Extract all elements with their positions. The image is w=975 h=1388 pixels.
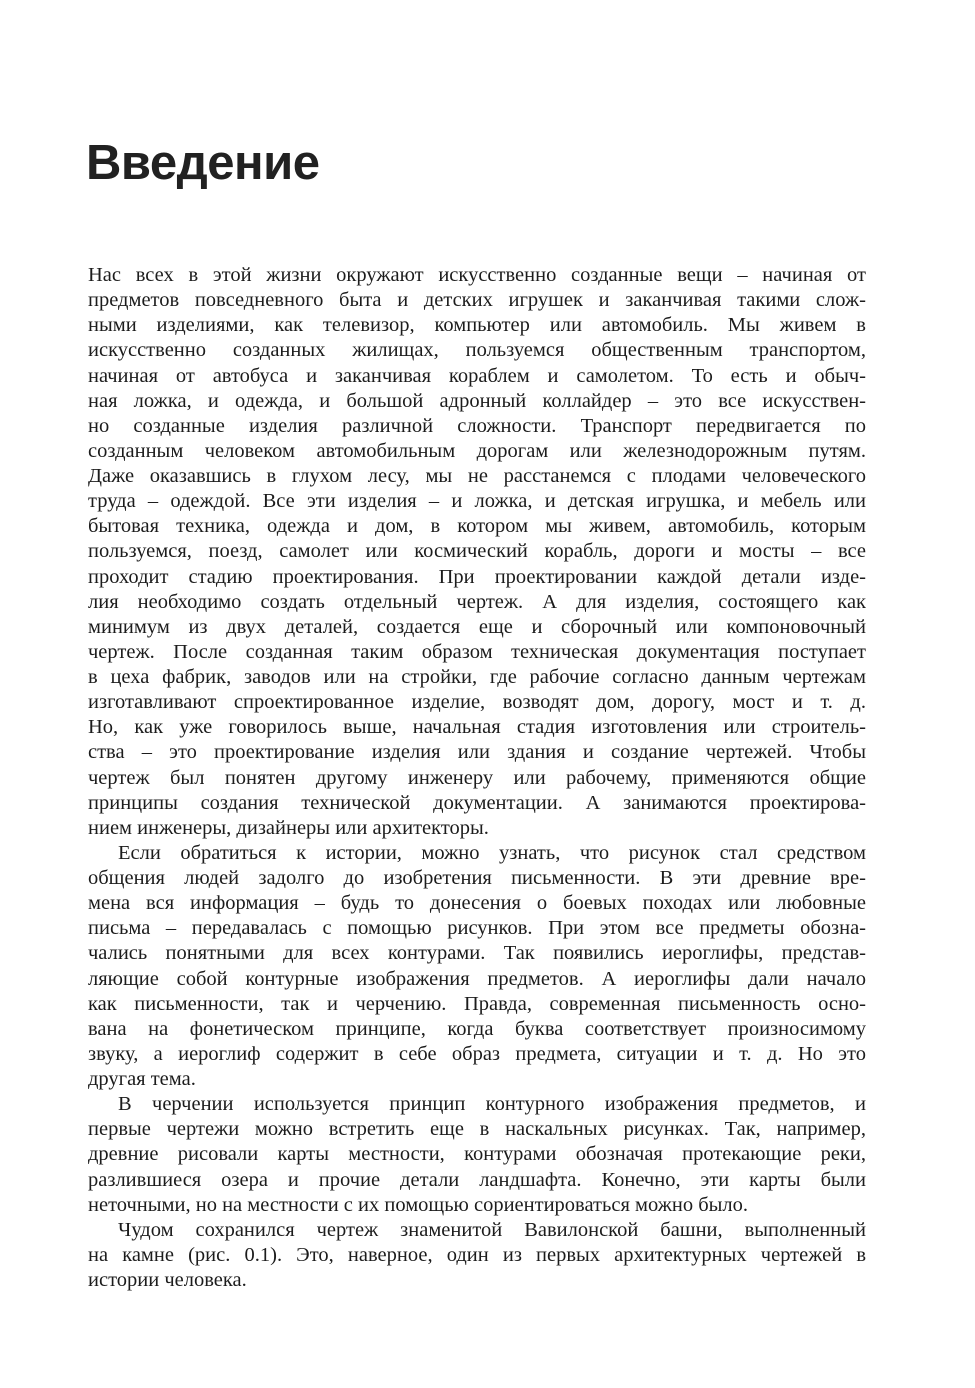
text-line: изготавливают спроектированное изделие, возводят дом, дорогу, мост и т. д.: [88, 691, 866, 714]
text-line: нием инженеры, дизайнеры или архитекторы.: [88, 816, 489, 839]
text-line: вана на фонетическом принципе, когда буква соответствует произносимому: [88, 1017, 866, 1040]
text-line: письма – передавалась с помощью рисунков. При этом все предметы обозна-: [88, 917, 866, 940]
text-line: Но, как уже говорилось выше, начальная стадия изготовления или строитель-: [88, 716, 866, 739]
text-line: звуку, а иероглиф содержит в себе образ предмета, ситуации и т. д. Но это: [88, 1042, 866, 1065]
text-line: искусственно созданных жилищах, пользуемся общественным транспортом,: [88, 339, 866, 362]
text-line: ства – это проектирование изделия или здания и создание чертежей. Чтобы: [88, 741, 866, 764]
text-line: бытовая техника, одежда и дом, в котором мы живем, автомобиль, которым: [88, 515, 866, 538]
text-line: ная ложка, и одежда, и большой адронный коллайдер – это все искусствен-: [88, 389, 866, 412]
paragraph: [88, 263, 866, 841]
text-line: Чудом сохранился чертеж знаменитой Вавилонской башни, выполненный: [118, 1218, 866, 1241]
text-line: проходит стадию проектирования. При проектировании каждой детали изде-: [88, 565, 866, 588]
text-line: первые чертежи можно встретить еще в наскальных рисунках. Так, например,: [88, 1118, 866, 1141]
text-line: как письменности, так и черчению. Правда, современная письменность осно-: [88, 992, 866, 1015]
text-line: чались понятными для всех контурами. Так появились иероглифы, представ-: [88, 942, 866, 965]
text-line: ляющие собой контурные изображения предметов. А иероглифы дали начало: [88, 967, 866, 990]
text-line: Даже оказавшись в глухом лесу, мы не расстанемся с плодами человеческого: [88, 465, 866, 487]
text-line: созданным человеком автомобильным дорогам или железнодорожным путям.: [88, 439, 866, 462]
text-line: другая тема.: [88, 1068, 196, 1090]
text-line: ными изделиями, как телевизор, компьютер или автомобиль. Мы живем в: [88, 314, 866, 337]
paragraph: [88, 1092, 866, 1218]
text-line: истории человека.: [88, 1269, 247, 1291]
text-line: в цеха фабрик, заводов или на стройки, где рабочие согласно данным чертежам: [88, 666, 866, 688]
text-line: предметов повседневного быта и детских игрушек и заканчивая такими слож-: [88, 289, 866, 312]
text-line: Если обратиться к истории, можно узнать, что рисунок стал средством: [118, 841, 866, 864]
text-line: общения людей задолго до изобретения письменности. В эти древние вре-: [88, 867, 866, 889]
text-line: лия необходимо создать отдельный чертеж. А для изделия, состоящего как: [88, 590, 866, 613]
text-line: пользуемся, поезд, самолет или космический корабль, дороги и мосты – все: [88, 540, 866, 563]
text-line: начиная от автобуса и заканчивая кораблем и самолетом. То есть и обыч-: [88, 364, 866, 387]
text-line: чертеж был понятен другому инженеру или рабочему, применяются общие: [88, 766, 866, 789]
text-line: разлившиеся озера и прочие детали ландшафта. Конечно, эти карты были: [88, 1168, 866, 1191]
text-line: мена вся информация – будь то донесения о боевых походах или любовные: [88, 892, 866, 915]
page-title: Введение: [86, 135, 320, 190]
text-line: В черчении используется принцип контурного изображения предметов, и: [118, 1093, 866, 1116]
text-block: [88, 263, 866, 1293]
paragraph: [88, 841, 866, 1092]
text-line: минимум из двух деталей, создается еще и сборочный или компоновочный: [88, 615, 866, 638]
text-line: неточными, но на местности с их помощью сориентироваться можно было.: [88, 1193, 749, 1216]
text-line: Нас всех в этой жизни окружают искусственно созданные вещи – начиная от: [88, 264, 866, 286]
text-line: чертеж. После созданная таким образом техническая документация поступает: [88, 640, 866, 663]
text-line: древние рисовали карты местности, контурами обозначая протекающие реки,: [88, 1143, 866, 1166]
text-line: на камне (рис. 0.1). Это, наверное, один из первых архитектурных чертежей в: [88, 1243, 866, 1266]
paragraph: [88, 1218, 866, 1293]
text-line: но созданные изделия различной сложности. Транспорт передвигается по: [88, 414, 866, 437]
text-line: труда – одеждой. Все эти изделия – и ложка, и детская игрушка, и мебель или: [88, 490, 866, 513]
text-line: принципы создания технической документации. А занимаются проектирова-: [88, 791, 866, 814]
